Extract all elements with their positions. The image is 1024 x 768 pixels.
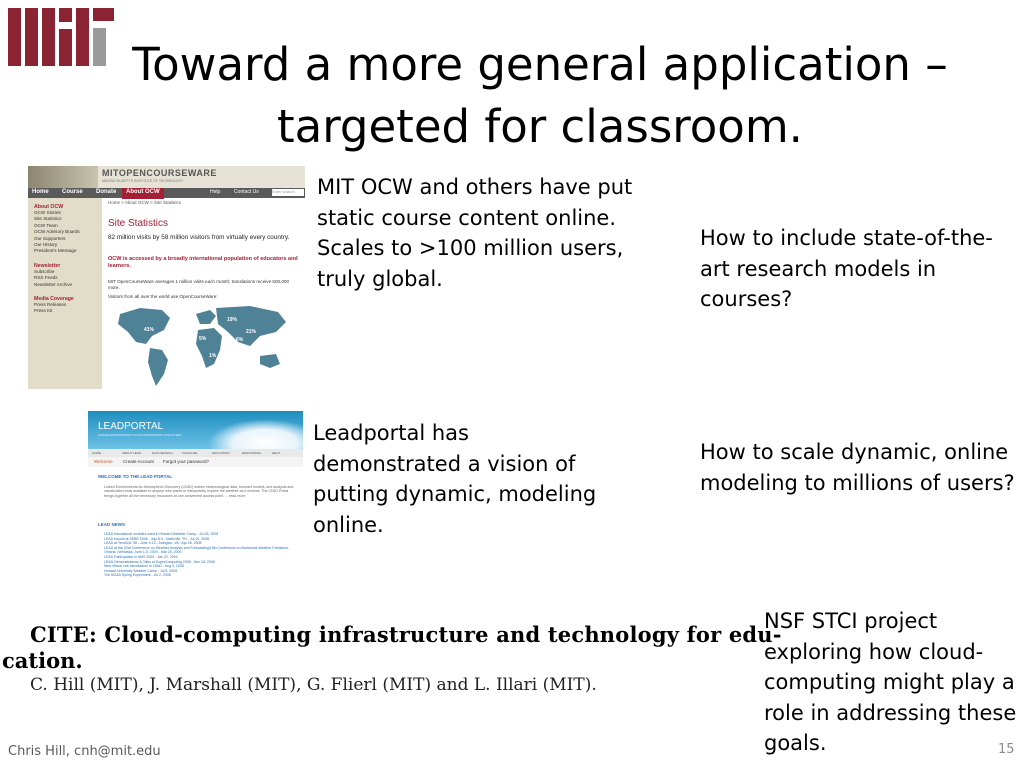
lead-desc-line-2: demonstrated a vision of — [313, 451, 576, 476]
ocw-breadcrumb: Home > About OCW > Site Statistics — [108, 200, 182, 205]
ocw-subbrand: MASSACHUSETTS INSTITUTE OF TECHNOLOGY — [102, 179, 184, 183]
question-scaling — [700, 437, 1022, 498]
lead-news-item[interactable]: Howard University Weather Camp - Jul 5, 2008 — [104, 568, 178, 573]
lead-desc-line-1: Leadportal has — [313, 421, 469, 445]
lead-desc-line-3: putting dynamic, modeling — [313, 482, 597, 506]
lead-intro: Linked Environments for Atmospheric Discovery (LEAD) makes meteorological data, forecast models, and analysis and visualization tools available to anyone who wants to interactively explore the weather as it evolves. The LEAD Portal brings together all the necessary resources at one convenient access point. ... read more — [104, 485, 294, 498]
q1-line-1: How to include state-of-the- — [700, 226, 993, 250]
ocw-sidebar-item[interactable]: Press Kit — [34, 308, 53, 314]
ocw-sidebar-item[interactable]: Newsletter Archive — [34, 281, 73, 287]
ocw-heading: Site Statistics — [108, 218, 169, 229]
ocw-description — [317, 172, 677, 294]
ocw-highlight: OCW is accessed by a broadly international population of educators and learners. — [108, 256, 298, 269]
lead-nav — [88, 449, 303, 457]
lead-news-item[interactable]: LEAD Participation in AMS 2009 - Jan 22, 2009 — [104, 554, 178, 559]
ocw-lead: 82 million visits by 58 million visitors from virtually every country. — [108, 234, 290, 241]
slide-title — [100, 34, 980, 158]
cite-title-line-1: CITE: Cloud-computing infrastructure and technology for edu- — [30, 622, 782, 647]
lead-news-item[interactable]: LEAD tutorial at SEBE 2008 - July 8-9 - Nashville, TN - Jul 10, 2008 — [104, 536, 209, 541]
ocw-desc-line-4: truly global. — [317, 266, 443, 291]
ocw-desc-line-2: static course content online. — [317, 205, 617, 230]
lead-tagline: LINKED ENVIRONMENTS FOR ATMOSPHERIC DISCOVERY — [98, 433, 182, 437]
lead-link-forgot-password[interactable]: Forgot your password? — [163, 459, 210, 464]
lead-news-item[interactable]: LEAD educational modules used in Howard Weather Camp - Jul 28, 2008 — [104, 532, 219, 536]
ocw-map-caption: Visitors from all over the world use OpenCourseWare: — [108, 294, 218, 299]
lead-nav-item[interactable]: VISUALIZE — [182, 451, 198, 455]
question-research-models — [700, 223, 1020, 315]
world-map — [110, 302, 300, 389]
ocw-nav — [28, 188, 305, 198]
title-line-1: Toward a more general application – — [132, 38, 948, 91]
nsf-line-1: NSF STCI project — [764, 609, 938, 633]
ocw-nav-contact[interactable]: Contact Us — [234, 189, 259, 195]
lead-nav-item[interactable]: HELP — [272, 451, 280, 455]
ocw-nav-course[interactable]: Course — [62, 189, 83, 195]
ocw-sidebar-item[interactable]: OCW Team — [34, 222, 58, 228]
leadportal-screenshot — [88, 411, 303, 588]
ocw-map-label: 5% — [223, 347, 231, 353]
cite-title-line-2: cation. — [2, 648, 83, 673]
leadportal-description — [313, 418, 673, 540]
nsf-line-4: role in addressing these — [764, 700, 1017, 725]
q1-line-2: art research models in — [700, 256, 937, 281]
ocw-search-input[interactable]: Enter search — [272, 189, 304, 196]
ocw-sidebar-item[interactable]: Our History — [34, 242, 58, 248]
ocw-map-label: 21% — [246, 329, 257, 335]
lead-news-item[interactable]: LEAD at the 23rd Conference on Weather Analysis and Forecasting/19th Conference on Numerical Weather Prediction, Omaha, Nebraska, June 1-5, 2009 - Mar 25, 2009 — [104, 545, 289, 555]
ocw-sidebar-item[interactable]: Press Releases — [34, 302, 67, 308]
lead-news-item[interactable]: New Virtual Lab Introduction to LEAD - Aug 4, 2008 — [104, 564, 184, 569]
lead-news-item[interactable]: LEAD Demonstrations & Talks at SuperComputing 2008 - Nov 18, 2008 — [104, 559, 215, 564]
lead-link-welcome[interactable]: Welcome — [94, 459, 113, 464]
ocw-sidebar-heading: About OCW — [34, 204, 64, 210]
ocw-brand: MITOPENCOURSEWARE — [102, 168, 217, 178]
mit-logo — [8, 8, 114, 66]
lead-news-item[interactable]: LEAD at TeraGrid '08 - June 9-13 - Arlington, VA - Apr 28, 2008 — [104, 541, 202, 546]
lead-brand: LEADPORTAL — [98, 421, 164, 432]
lead-nav-item[interactable]: EDUCATION — [212, 451, 230, 455]
ocw-sidebar — [28, 198, 102, 389]
cite-authors: C. Hill (MIT), J. Marshall (MIT), G. Flierl (MIT) and L. Illari (MIT). — [30, 675, 597, 695]
lead-desc-line-4: online. — [313, 512, 384, 537]
nsf-line-5: goals. — [764, 731, 827, 755]
q1-line-3: courses? — [700, 287, 793, 311]
lead-link-create-account[interactable]: Create Account — [123, 459, 154, 464]
lead-news-heading: LEAD NEWS — [98, 522, 125, 527]
ocw-desc-line-1: MIT OCW and others have put — [317, 175, 633, 199]
page-number: 15 — [998, 742, 1015, 757]
ocw-sidebar-item[interactable]: President's Message — [34, 248, 77, 254]
lead-nav-item[interactable]: RESOURCES — [242, 451, 262, 455]
ocw-sidebar-item[interactable]: Subscribe — [34, 268, 55, 274]
ocw-map-label: 5% — [199, 336, 207, 342]
ocw-map-label: 6% — [236, 337, 244, 343]
ocw-nav-about[interactable]: About OCW — [122, 188, 164, 199]
ocw-sidebar-item[interactable]: Our Supporters — [34, 235, 66, 241]
nsf-line-2: exploring how cloud- — [764, 639, 984, 664]
q2-line-1: How to scale dynamic, online — [700, 440, 1009, 464]
ocw-sidebar-heading: Media Coverage — [34, 296, 74, 303]
ocw-nav-help[interactable]: Help — [210, 189, 221, 195]
ocw-map-label: 19% — [227, 317, 238, 323]
ocw-sidebar-item[interactable]: RSS Feeds — [34, 275, 58, 281]
ocw-sidebar-item[interactable]: Site Statistics — [34, 216, 62, 222]
ocw-map-label: 1% — [209, 353, 217, 359]
nsf-line-3: computing might play a — [764, 670, 1015, 694]
q2-line-2: modeling to millions of users? — [700, 470, 1015, 495]
ocw-map-label: 41% — [144, 327, 155, 333]
ocw-sidebar-item[interactable]: OCW Stories — [34, 210, 61, 215]
ocw-sidebar-item[interactable]: OCW Advisory Boards — [34, 229, 80, 235]
lead-news-item[interactable]: The NOAA Spring Experiment - Jul 2, 2008 — [104, 573, 171, 578]
ocw-nav-home[interactable]: Home — [32, 189, 49, 195]
ocw-nav-donate[interactable]: Donate — [96, 189, 117, 195]
ocw-note: MIT OpenCourseWare averages 1 million visits each month; translations receive 500,000 more. — [108, 279, 290, 290]
title-line-2: targeted for classroom. — [277, 100, 803, 153]
ocw-desc-line-3: Scales to >100 million users, — [317, 236, 624, 260]
footer-author: Chris Hill, cnh@mit.edu — [8, 744, 161, 759]
lead-nav-item[interactable]: DATA SEARCH — [152, 451, 173, 455]
ocw-sidebar-heading: Newsletter — [34, 262, 61, 269]
lead-welcome: WELCOME TO THE LEAD PORTAL — [98, 474, 173, 479]
lead-nav-item[interactable]: HOME — [92, 451, 101, 455]
nsf-project-text — [764, 606, 1020, 759]
ocw-screenshot — [28, 166, 305, 389]
lead-nav-item[interactable]: ABOUT LEAD — [122, 451, 141, 455]
